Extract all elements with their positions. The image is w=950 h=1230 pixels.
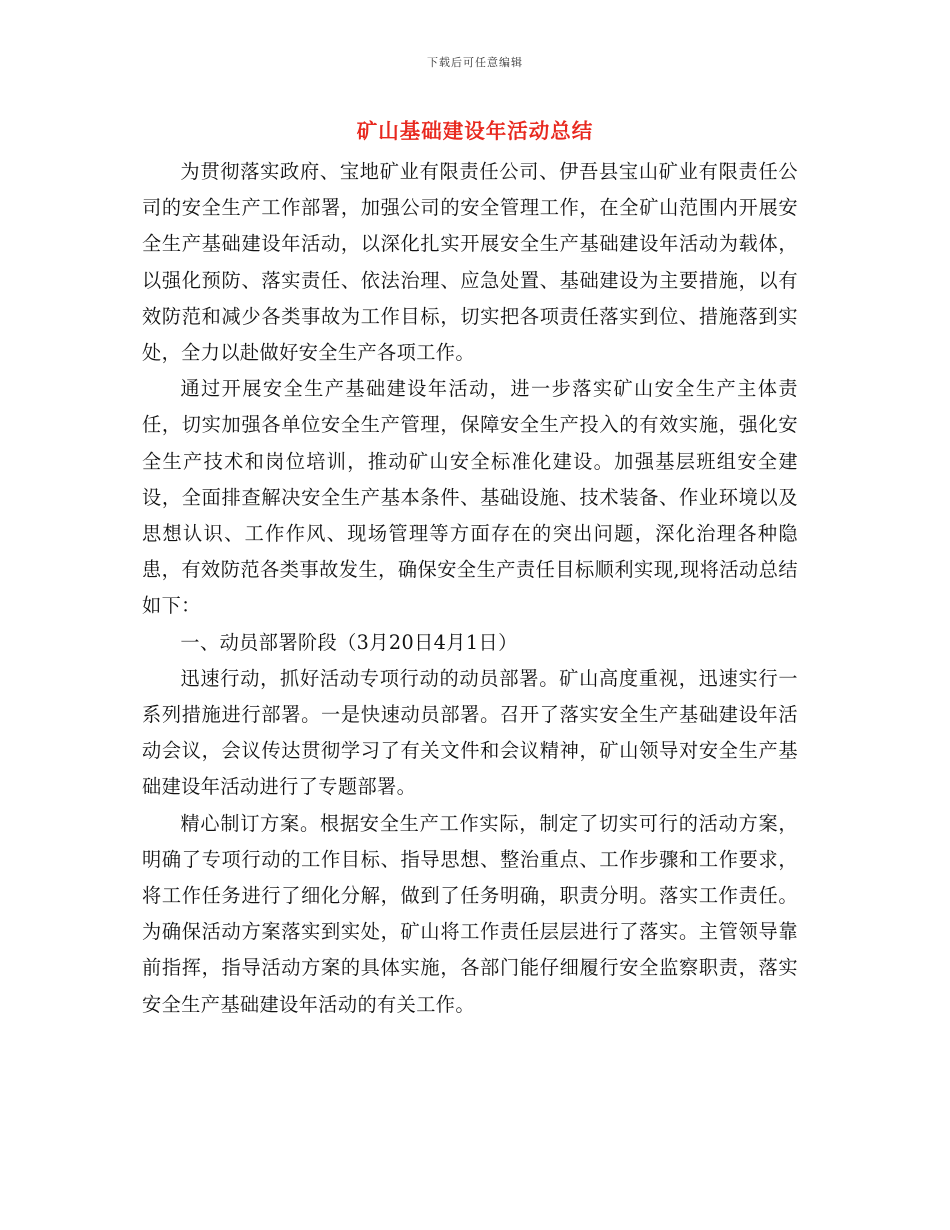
document-title: 矿山基础建设年活动总结: [356, 119, 594, 143]
paragraph: 迅速行动，抓好活动专项行动的动员部署。矿山高度重视，迅速实行一系列措施进行部署。一是快速动员部署。召开了落实安全生产基础建设年活动会议，会议传达贯彻学习了有关文件和会议精神，矿山领导对安全生产基础建设年活动进行了专题部署。: [142, 666, 798, 799]
section-heading: 一、动员部署阶段（3月20日4月1日）: [180, 630, 518, 654]
document-body: [142, 154, 798, 1023]
paragraph: 通过开展安全生产基础建设年活动，进一步落实矿山安全生产主体责任，切实加强各单位安全生产管理，保障安全生产投入的有效实施，强化安全生产技术和岗位培训，推动矿山安全标准化建设。加强基层班组安全建设，全面排查解决安全生产基本条件、基础设施、技术装备、作业环境以及思想认识、工作作风、现场管理等方面存在的突出问题，深化治理各种隐患，有效防范各类事故发生，确保安全生产责任目标顺利实现,现将活动总结如下：: [142, 377, 798, 618]
paragraph: 精心制订方案。根据安全生产工作实际，制定了切实可行的活动方案，明确了专项行动的工作目标、指导思想、整治重点、工作步骤和工作要求，将工作任务进行了细化分解，做到了任务明确，职责分明。落实工作责任。为确保活动方案落实到实处，矿山将工作责任层层进行了落实。主管领导靠前指挥，指导活动方案的具体实施，各部门能仔细履行安全监察职责，落实安全生产基础建设年活动的有关工作。: [142, 811, 798, 1016]
paragraph: 为贯彻落实政府、宝地矿业有限责任公司、伊吾县宝山矿业有限责任公司的安全生产工作部署，加强公司的安全管理工作，在全矿山范围内开展安全生产基础建设年活动，以深化扎实开展安全生产基础建设年活动为载体，以强化预防、落实责任、依法治理、应急处置、基础建设为主要措施，以有效防范和减少各类事故为工作目标，切实把各项责任落实到位、措施落到实处，全力以赴做好安全生产各项工作。: [142, 160, 798, 365]
page-header: 下载后可任意编辑: [427, 56, 523, 69]
